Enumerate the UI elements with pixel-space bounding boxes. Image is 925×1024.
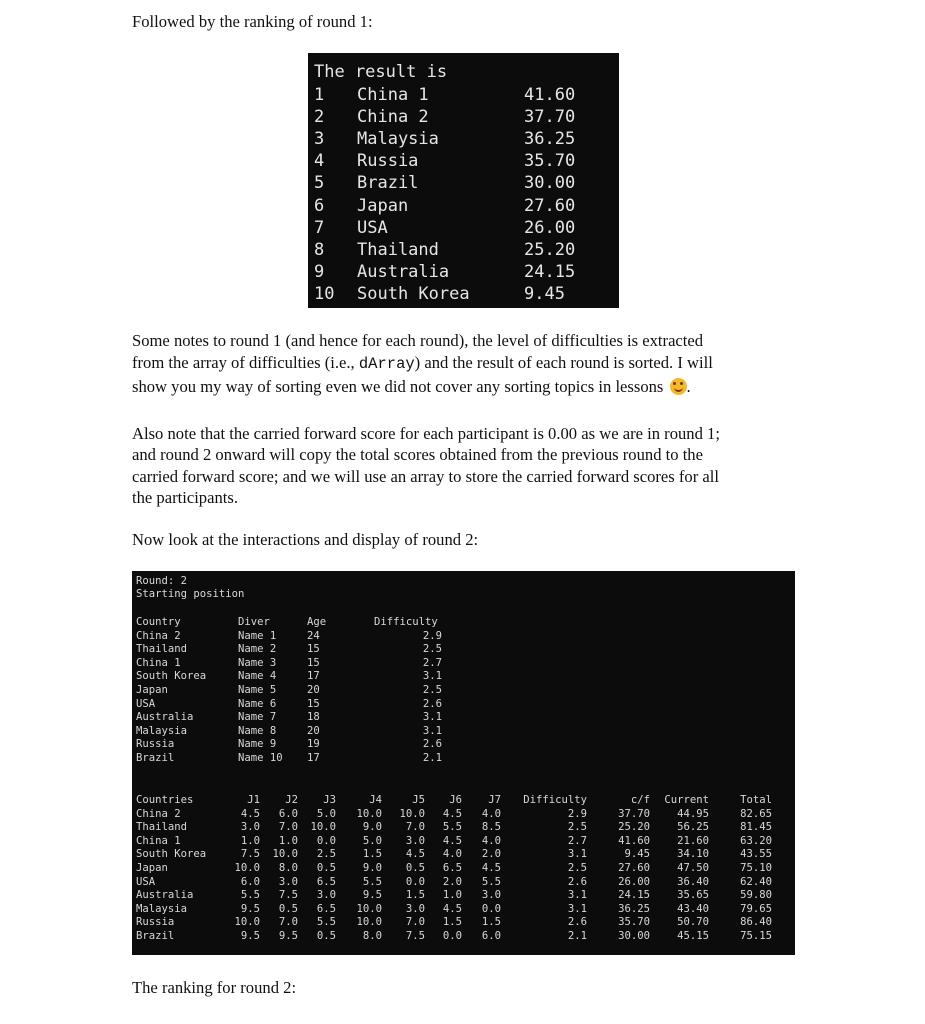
start-diver: Name 2 [238,643,277,656]
score-difficulty: 3.1 [567,848,587,861]
judge-score-j5: 0.0 [405,875,425,888]
result-score: 36.25 [524,129,576,150]
score-cf: 35.70 [618,916,650,929]
judge-score-j7: 2.0 [481,848,501,861]
start-diver: Name 1 [238,629,277,642]
start-difficulty: 2.5 [422,643,442,656]
judge-score-j4: 8.0 [362,929,382,942]
score-header-j7: J7 [488,794,501,806]
result-row [308,283,619,305]
judge-score-j7: 4.5 [481,861,501,874]
start-age: 17 [307,751,320,764]
also-note-line-1: Also note that the carried forward score for each participant is 0.00 as we are in round 1; [132,424,720,443]
notes-line-3-end: . [686,377,691,396]
judge-score-j5: 1.5 [405,889,425,902]
score-current: 44.95 [677,807,709,820]
score-current: 50.70 [677,916,709,929]
score-difficulty: 2.5 [567,861,587,874]
result-rank: 4 [314,151,325,172]
judge-score-j5: 3.0 [405,902,425,915]
judge-score-j4: 10.0 [356,807,382,820]
score-total: 59.80 [740,889,772,902]
result-row [308,150,619,172]
result-country: Thailand [357,239,439,260]
score-difficulty: 3.1 [567,889,587,902]
score-total: 62.40 [740,875,772,888]
result-score: 9.45 [524,283,565,304]
result-score: 24.15 [524,261,576,282]
start-diver: Name 4 [238,670,277,683]
start-difficulty: 2.7 [422,656,442,669]
judge-score-j1: 6.0 [240,875,260,888]
score-cf: 9.45 [624,848,650,861]
start-country: South Korea [136,670,207,683]
score-header-j2: J2 [285,794,298,806]
start-country: USA [136,697,156,710]
start-difficulty: 3.1 [422,670,442,683]
result-country: USA [357,217,388,238]
score-difficulty: 2.6 [567,916,587,929]
start-difficulty: 3.1 [422,724,442,737]
score-header-j1: J1 [247,794,260,806]
result-row [308,195,619,217]
result-row [308,172,619,194]
judge-score-j7: 5.5 [481,875,501,888]
start-diver: Name 6 [238,697,277,710]
judge-score-j6: 4.5 [442,834,462,847]
judge-score-j4: 9.0 [362,821,382,834]
start-age: 19 [307,738,320,751]
result-row [308,106,619,128]
judge-score-j3: 2.5 [316,848,336,861]
also-note-line-4: the participants. [132,488,238,507]
start-age: 20 [307,683,320,696]
result-score: 25.20 [524,239,576,260]
start-difficulty: 2.6 [422,697,442,710]
start-country: China 2 [136,629,181,642]
judge-score-j2: 7.5 [278,889,298,902]
judge-score-j2: 6.0 [278,807,298,820]
notes-line-3 [132,376,796,397]
judge-score-j1: 10.0 [234,916,260,929]
start-age: 20 [307,724,320,737]
judge-score-j3: 5.5 [316,916,336,929]
round2-console [132,571,795,955]
judge-score-j2: 0.5 [278,902,298,915]
judge-score-j1: 9.5 [240,902,260,915]
score-cf: 27.60 [618,861,650,874]
judge-score-j4: 1.5 [362,848,382,861]
judge-score-j5: 0.5 [405,861,425,874]
judge-score-j4: 10.0 [356,902,382,915]
result-rank: 7 [314,217,325,238]
score-current: 43.40 [677,902,709,915]
notes-line-2-start: from the array of difficulties (i.e., [132,353,359,372]
judge-score-j3: 0.5 [316,861,336,874]
start-diver: Name 10 [238,751,283,764]
round2-interactions-heading: Now look at the interactions and display of round 2: [132,530,479,549]
score-current: 47.50 [677,861,709,874]
score-difficulty: 2.6 [567,875,587,888]
score-difficulty: 2.7 [567,834,587,847]
start-age: 15 [307,643,320,656]
judge-score-j3: 3.0 [316,889,336,902]
start-country: China 1 [136,656,181,669]
judge-score-j1: 10.0 [234,861,260,874]
start-country: Thailand [136,643,188,656]
score-country: China 1 [136,834,181,847]
score-cf: 36.25 [618,902,650,915]
judge-score-j2: 3.0 [278,875,298,888]
score-current: 34.10 [677,848,709,861]
start-country: Russia [136,738,175,751]
result-row [308,128,619,150]
score-difficulty: 2.5 [567,821,587,834]
result-country: Japan [357,195,409,216]
start-difficulty: 2.6 [422,738,442,751]
result-country: China 2 [357,107,429,128]
result-country: Russia [357,151,419,172]
score-current: 56.25 [677,821,709,834]
also-note-line-2: and round 2 onward will copy the total scores obtained from the previous round to the [132,445,703,464]
judge-score-j4: 9.5 [362,889,382,902]
judge-score-j3: 0.5 [316,929,336,942]
judge-score-j3: 6.5 [316,902,336,915]
result-rank: 3 [314,129,325,150]
score-country: USA [136,875,156,888]
judge-score-j5: 10.0 [399,807,425,820]
start-header-diver: Diver [238,616,270,628]
start-diver: Name 5 [238,683,277,696]
judge-score-j3: 6.5 [316,875,336,888]
result-rank: 1 [314,85,325,105]
start-age: 15 [307,656,320,669]
result-country: Australia [357,261,450,282]
score-cf: 30.00 [618,929,650,942]
result-row [308,217,619,239]
round1-ranking-heading: Followed by the ranking of round 1: [132,12,373,31]
judge-score-j1: 4.5 [240,807,260,820]
result-row [308,239,619,261]
darray-code: dArray [358,355,415,373]
start-diver: Name 8 [238,724,277,737]
judge-score-j6: 4.0 [442,848,462,861]
judge-score-j1: 5.5 [240,889,260,902]
score-country: South Korea [136,848,207,861]
score-total: 43.55 [740,848,772,861]
judge-score-j6: 2.0 [442,875,462,888]
round1-result-console [308,53,619,308]
result-rank: 10 [314,283,335,304]
score-difficulty: 2.1 [567,929,587,942]
score-total: 63.20 [740,834,772,847]
notes-line-2 [132,352,796,375]
round-label: Round: 2 [136,575,188,587]
score-header-countries: Countries [136,794,194,806]
score-cf: 26.00 [618,875,650,888]
score-cf: 24.15 [618,889,650,902]
score-header-total: Total [740,794,772,806]
judge-score-j7: 6.0 [481,929,501,942]
notes-line-1: Some notes to round 1 (and hence for each round), the level of difficulties is extracted [132,331,704,350]
start-header-age: Age [307,616,327,628]
start-difficulty: 2.9 [422,629,442,642]
start-age: 17 [307,670,320,683]
judge-score-j5: 7.5 [405,929,425,942]
result-score: 41.60 [524,85,576,105]
score-country: Russia [136,916,175,929]
score-header-j5: J5 [412,794,425,806]
judge-score-j7: 0.0 [481,902,501,915]
judge-score-j2: 9.5 [278,929,298,942]
score-country: China 2 [136,807,181,820]
judge-score-j2: 8.0 [278,861,298,874]
result-score: 35.70 [524,151,576,172]
start-country: Australia [136,711,194,724]
result-score: 37.70 [524,107,576,128]
judge-score-j5: 7.0 [405,821,425,834]
result-rank: 9 [314,261,325,282]
score-difficulty: 2.9 [567,807,587,820]
also-note-line-3: carried forward score; and we will use an array to store the carried forward scores for all [132,467,719,486]
start-difficulty: 3.1 [422,711,442,724]
score-header-cf: c/f [630,794,650,806]
judge-score-j6: 0.0 [442,929,462,942]
judge-score-j6: 5.5 [442,821,462,834]
score-country: Thailand [136,821,188,834]
judge-score-j5: 3.0 [405,834,425,847]
score-total: 75.10 [740,861,772,874]
judge-score-j6: 1.5 [442,916,462,929]
start-country: Brazil [136,751,175,764]
score-total: 81.45 [740,821,772,834]
result-rank: 5 [314,173,325,194]
judge-score-j2: 7.0 [278,821,298,834]
result-rank: 6 [314,195,325,216]
judge-score-j2: 7.0 [278,916,298,929]
score-current: 36.40 [677,875,709,888]
judge-score-j7: 1.5 [481,916,501,929]
start-diver: Name 3 [238,656,277,669]
score-current: 35.65 [677,889,709,902]
start-country: Japan [136,683,168,696]
score-current: 21.60 [677,834,709,847]
result-rank: 8 [314,239,325,260]
start-header-difficulty: Difficulty [374,616,438,628]
score-difficulty: 3.1 [567,902,587,915]
score-header-current: Current [664,794,709,806]
score-header-difficulty: Difficulty [523,794,587,806]
result-row [308,261,619,283]
starting-position-label: Starting position [136,588,245,600]
result-score: 30.00 [524,173,576,194]
console-header: The result is [314,62,448,82]
start-age: 15 [307,697,320,710]
score-header-j3: J3 [323,794,336,806]
judge-score-j7: 4.0 [481,807,501,820]
score-country: Brazil [136,929,175,942]
judge-score-j7: 4.0 [481,834,501,847]
judge-score-j4: 9.0 [362,861,382,874]
start-difficulty: 2.5 [422,683,442,696]
score-header-j6: J6 [449,794,462,806]
start-age: 24 [307,629,320,642]
result-country: South Korea [357,283,470,304]
judge-score-j5: 7.0 [405,916,425,929]
judge-score-j2: 1.0 [278,834,298,847]
score-country: Malaysia [136,902,188,915]
notes-line-3-text: show you my way of sorting even we did not cover any sorting topics in lessons [132,377,664,396]
start-age: 18 [307,711,320,724]
judge-score-j2: 10.0 [272,848,298,861]
judge-score-j6: 4.5 [442,902,462,915]
score-total: 75.15 [740,929,772,942]
judge-score-j1: 3.0 [240,821,260,834]
judge-score-j7: 3.0 [481,889,501,902]
start-difficulty: 2.1 [422,751,442,764]
score-header-j4: J4 [369,794,382,806]
judge-score-j6: 1.0 [442,889,462,902]
start-diver: Name 7 [238,711,277,724]
judge-score-j6: 4.5 [442,807,462,820]
notes-line-2-end: ) and the result of each round is sorted. I will [414,353,713,372]
result-country: Brazil [357,173,419,194]
judge-score-j1: 1.0 [240,834,260,847]
judge-score-j6: 6.5 [442,861,462,874]
judge-score-j4: 5.0 [362,834,382,847]
result-score: 26.00 [524,217,576,238]
score-cf: 41.60 [618,834,650,847]
judge-score-j4: 5.5 [362,875,382,888]
round2-ranking-heading: The ranking for round 2: [132,978,297,997]
start-country: Malaysia [136,724,188,737]
start-header-country: Country [136,616,181,628]
judge-score-j1: 9.5 [240,929,260,942]
judge-score-j3: 10.0 [310,821,336,834]
result-rank: 2 [314,107,325,128]
judge-score-j3: 5.0 [316,807,336,820]
score-country: Australia [136,889,194,902]
judge-score-j4: 10.0 [356,916,382,929]
result-row [308,84,619,106]
judge-score-j5: 4.5 [405,848,425,861]
score-cf: 37.70 [618,807,650,820]
score-cf: 25.20 [618,821,650,834]
score-total: 79.65 [740,902,772,915]
smiling-face-icon [670,378,687,395]
result-country: China 1 [357,85,429,105]
result-country: Malaysia [357,129,439,150]
result-score: 27.60 [524,195,576,216]
judge-score-j7: 8.5 [481,821,501,834]
score-total: 82.65 [740,807,772,820]
score-total: 86.40 [740,916,772,929]
judge-score-j1: 7.5 [240,848,260,861]
judge-score-j3: 0.0 [316,834,336,847]
score-country: Japan [136,861,168,874]
score-current: 45.15 [677,929,709,942]
start-diver: Name 9 [238,738,277,751]
